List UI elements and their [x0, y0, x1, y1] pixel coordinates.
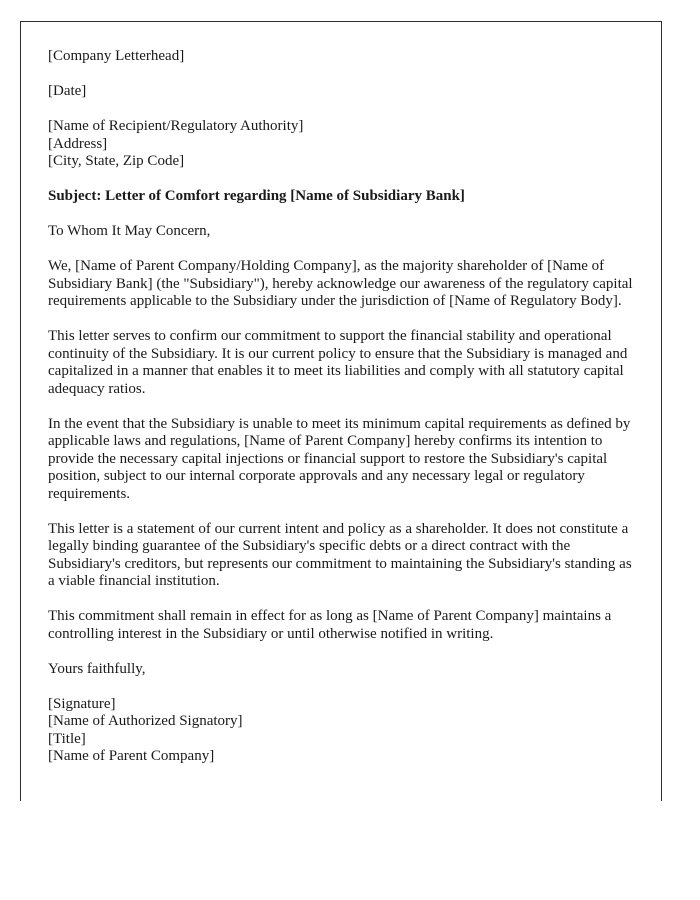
- closing-salutation: Yours faithfully,: [48, 660, 146, 677]
- signatory-title-placeholder: [Title]: [48, 730, 86, 747]
- body-paragraph-4: This letter is a statement of our current intent and policy as a shareholder. It does not constitute a legally binding guarantee of the Subsidiary's specific debts or a direct contract with the Subsidiary's creditors, but represents our commitment to maintaining the Subsidiary's standing as a viable financial institution.: [48, 520, 632, 589]
- subject-line: Subject: Letter of Comfort regarding [Name of Subsidiary Bank]: [48, 188, 465, 204]
- recipient-address-block: [48, 118, 635, 171]
- signatory-name-placeholder: [Name of Authorized Signatory]: [48, 713, 243, 729]
- recipient-name-line: [Name of Recipient/Regulatory Authority]: [48, 118, 304, 134]
- parent-company-placeholder: [Name of Parent Company]: [48, 748, 215, 764]
- date-placeholder: [Date]: [48, 83, 87, 99]
- recipient-city-line: [City, State, Zip Code]: [48, 153, 185, 169]
- body-paragraph-2: This letter serves to confirm our commitment to support the financial stability and operational continuity of the Subsidiary. It is our current policy to ensure that the Subsidiary is managed and capitalized in a manner that enables it to meet its liabilities and comply with all statutory capital adequacy ratios.: [48, 328, 628, 397]
- letterhead-placeholder: [Company Letterhead]: [48, 48, 185, 64]
- salutation: To Whom It May Concern,: [48, 223, 211, 239]
- letter-document: [20, 21, 662, 801]
- body-paragraph-5: This commitment shall remain in effect for as long as [Name of Parent Company] maintains a controlling interest in the Subsidiary or until otherwise notified in writing.: [48, 608, 612, 642]
- body-paragraph-1: We, [Name of Parent Company/Holding Company], as the majority shareholder of [Name of Subsidiary Bank] (the "Subsidiary"), hereby acknowledge our awareness of the regulatory capital requirements applicable to the Subsidiary under the jurisdiction of [Name of Regulatory Body].: [48, 258, 633, 309]
- body-paragraph-3: In the event that the Subsidiary is unable to meet its minimum capital requirements as defined by applicable laws and regulations, [Name of Parent Company] hereby confirms its intention to provide the necessary capital injections or financial support to restore the Subsidiary's capital position, subject to our internal corporate approvals and any necessary legal or regulatory requirements.: [48, 415, 631, 502]
- recipient-address-line: [Address]: [48, 135, 108, 152]
- signature-placeholder: [Signature]: [48, 695, 116, 712]
- signature-block: [48, 696, 635, 766]
